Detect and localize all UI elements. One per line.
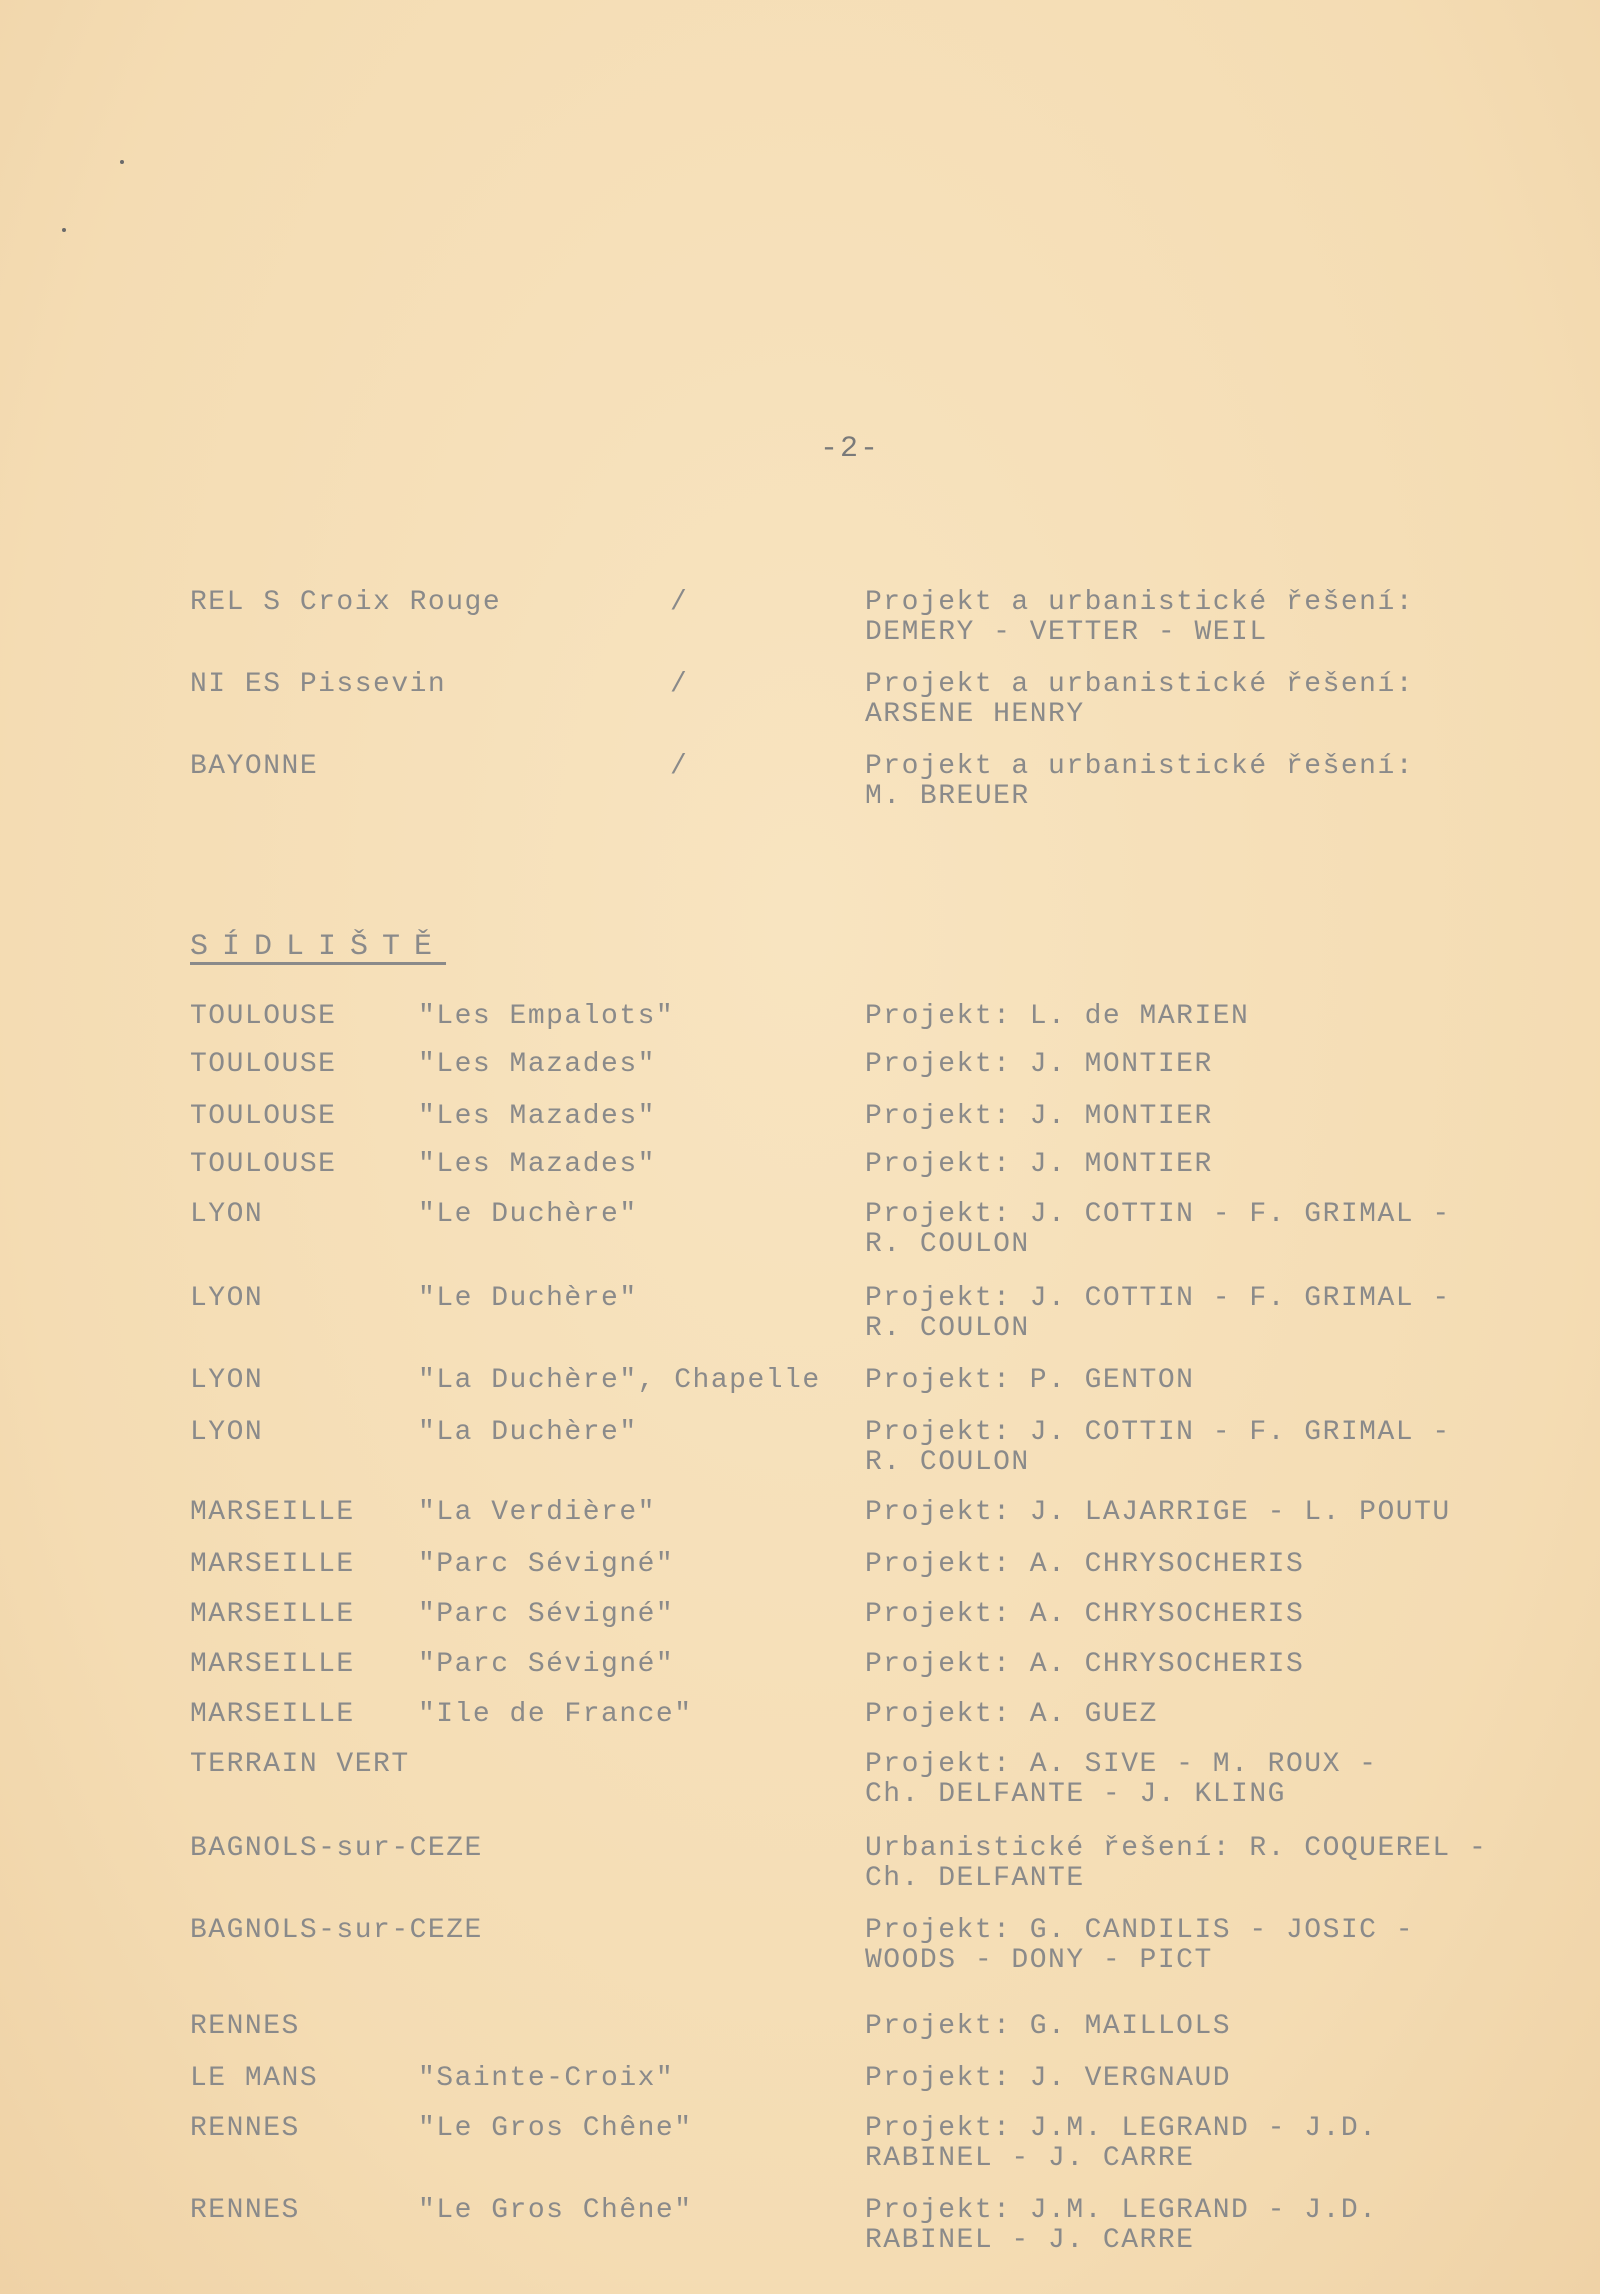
top-entry-place: NI ES Pissevin xyxy=(190,669,447,700)
page-number: -2- xyxy=(819,432,880,466)
entry-city: LYON xyxy=(190,1365,264,1396)
entry-project: Projekt: J.M. LEGRAND - J.D. RABINEL - J. CARRE xyxy=(865,2113,1378,2174)
top-entry-slash: / xyxy=(670,751,689,782)
entry-project: Projekt: A. CHRYSOCHERIS xyxy=(865,1649,1305,1680)
entry-name: "Ile de France" xyxy=(418,1699,693,1730)
entry-name: "Parc Sévigné" xyxy=(418,1599,675,1630)
entry-name: "Sainte-Croix" xyxy=(418,2063,675,2094)
entry-city: TOULOUSE xyxy=(190,1001,337,1032)
entry-city: TOULOUSE xyxy=(190,1149,337,1180)
entry-project: Projekt: J.M. LEGRAND - J.D. RABINEL - J. CARRE xyxy=(865,2195,1378,2256)
entry-name: "La Duchère", Chapelle xyxy=(418,1365,821,1396)
entry-city: LE MANS xyxy=(190,2063,319,2094)
entry-city: LYON xyxy=(190,1283,264,1314)
entry-project: Projekt: J. MONTIER xyxy=(865,1149,1213,1180)
entry-name: "Parc Sévigné" xyxy=(418,1549,675,1580)
entry-city: MARSEILLE xyxy=(190,1549,355,1580)
entry-city: MARSEILLE xyxy=(190,1497,355,1528)
entry-city: TOULOUSE xyxy=(190,1049,337,1080)
entry-name: "Le Duchère" xyxy=(418,1283,638,1314)
entry-project: Projekt: A. GUEZ xyxy=(865,1699,1158,1730)
entry-project: Projekt: J. LAJARRIGE - L. POUTU xyxy=(865,1497,1451,1528)
entry-city: LYON xyxy=(190,1417,264,1448)
entry-city: MARSEILLE xyxy=(190,1649,355,1680)
entry-city: RENNES xyxy=(190,2011,300,2042)
entry-city: BAGNOLS-sur-CEZE xyxy=(190,1833,483,1864)
entry-city: MARSEILLE xyxy=(190,1699,355,1730)
entry-project: Projekt: G. CANDILIS - JOSIC - WOODS - DONY - PICT xyxy=(865,1915,1415,1976)
paper-speck xyxy=(120,160,124,164)
entry-project: Projekt: J. COTTIN - F. GRIMAL - R. COULON xyxy=(865,1417,1451,1478)
entry-city: RENNES xyxy=(190,2195,300,2226)
top-entry-project: Projekt a urbanistické řešení: ARSENE HENRY xyxy=(865,669,1415,730)
section-heading: SÍDLIŠTĚ xyxy=(190,930,447,964)
entry-city: MARSEILLE xyxy=(190,1599,355,1630)
top-entry-place: BAYONNE xyxy=(190,751,319,782)
top-entry-project: Projekt a urbanistické řešení: M. BREUER xyxy=(865,751,1415,812)
entry-name: "Le Duchère" xyxy=(418,1199,638,1230)
entry-name: "Les Mazades" xyxy=(418,1049,656,1080)
entry-project: Projekt: J. COTTIN - F. GRIMAL - R. COULON xyxy=(865,1283,1451,1344)
top-entry-place: REL S Croix Rouge xyxy=(190,587,502,618)
top-entry-slash: / xyxy=(670,587,689,618)
entry-project: Projekt: J. VERGNAUD xyxy=(865,2063,1232,2094)
top-entry-project: Projekt a urbanistické řešení: DEMERY - VETTER - WEIL xyxy=(865,587,1415,648)
entry-city: TOULOUSE xyxy=(190,1101,337,1132)
entry-project: Projekt: J. MONTIER xyxy=(865,1101,1213,1132)
entry-project: Projekt: A. SIVE - M. ROUX - Ch. DELFANTE - J. KLING xyxy=(865,1749,1378,1810)
paper-speck xyxy=(62,228,66,232)
entry-name: "Les Mazades" xyxy=(418,1101,656,1132)
entry-city: RENNES xyxy=(190,2113,300,2144)
entry-name: "Le Gros Chêne" xyxy=(418,2195,693,2226)
entry-city: BAGNOLS-sur-CEZE xyxy=(190,1915,483,1946)
entry-name: "Les Mazades" xyxy=(418,1149,656,1180)
entry-project: Projekt: A. CHRYSOCHERIS xyxy=(865,1549,1305,1580)
entry-project: Projekt: L. de MARIEN xyxy=(865,1001,1250,1032)
entry-project: Projekt: J. MONTIER xyxy=(865,1049,1213,1080)
entry-project: Urbanistické řešení: R. COQUEREL - Ch. DELFANTE xyxy=(865,1833,1488,1894)
entry-project: Projekt: G. MAILLOLS xyxy=(865,2011,1232,2042)
entry-project: Projekt: J. COTTIN - F. GRIMAL - R. COULON xyxy=(865,1199,1451,1260)
entry-project: Projekt: A. CHRYSOCHERIS xyxy=(865,1599,1305,1630)
entry-name: "Le Gros Chêne" xyxy=(418,2113,693,2144)
entry-name: "La Duchère" xyxy=(418,1417,638,1448)
entry-city: TERRAIN VERT xyxy=(190,1749,410,1780)
entry-name: "Les Empalots" xyxy=(418,1001,675,1032)
entry-name: "Parc Sévigné" xyxy=(418,1649,675,1680)
entry-city: LYON xyxy=(190,1199,264,1230)
entry-name: "La Verdière" xyxy=(418,1497,656,1528)
top-entry-slash: / xyxy=(670,669,689,700)
entry-project: Projekt: P. GENTON xyxy=(865,1365,1195,1396)
